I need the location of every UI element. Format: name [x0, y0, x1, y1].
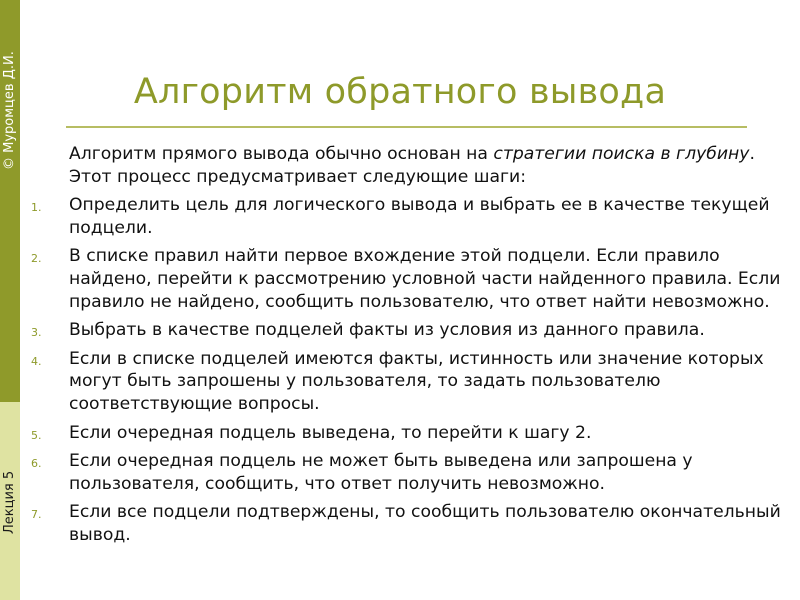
- step-item: [0, 245, 781, 313]
- slide-title: Алгоритм обратного вывода: [133, 72, 667, 112]
- step-number: 3.: [31, 326, 42, 340]
- steps-list: [0, 194, 800, 546]
- step-text: Выбрать в качестве подцелей факты из условия из данного правила.: [69, 320, 705, 341]
- step-number: 4.: [31, 354, 42, 368]
- step-number: 5.: [31, 428, 42, 442]
- step-text: Если очередная подцель не может быть выведена или запрошена у пользователя, сообщить, что ответ получить невозможно.: [69, 451, 693, 494]
- step-number: 6.: [31, 457, 42, 471]
- step-item: [0, 450, 781, 495]
- step-item: [0, 194, 781, 239]
- step-text: В списке правил найти первое вхождение этой подцели. Если правило найдено, перейти к рассмотрению условной части найденного правила. Если правило не найдено, сообщить пользователю, что ответ найти невозможно.: [69, 246, 781, 312]
- copyright-label: © Муромцев Д.И.: [2, 51, 17, 170]
- step-text: Если очередная подцель выведена, то перейти к шагу 2.: [69, 422, 592, 443]
- lecture-label: Лекция 5: [2, 470, 17, 534]
- step-number: 2.: [31, 252, 42, 266]
- step-text: Если в списке подцелей имеются факты, истинность или значение которых могут быть запрошены у пользователя, то задать пользователю соответствующие вопросы.: [69, 348, 764, 414]
- intro-text-before: Алгоритм прямого вывода обычно основан на: [69, 144, 494, 164]
- slide-content: [0, 143, 800, 553]
- title-divider: [66, 126, 747, 128]
- step-text: Если все подцели подтверждены, то сообщить пользователю окончательный вывод.: [69, 502, 781, 545]
- step-item: [0, 319, 781, 342]
- step-number: 1.: [31, 201, 42, 215]
- intro-emphasis: стратегии поиска в глубину: [493, 144, 750, 164]
- step-item: [0, 501, 781, 546]
- intro-paragraph: [69, 143, 769, 188]
- step-item: [0, 422, 781, 445]
- step-text: Определить цель для логического вывода и выбрать ее в качестве текущей подцели.: [69, 195, 770, 238]
- intro-text-after: . Этот процесс предусматривает следующие шаги:: [69, 144, 755, 187]
- step-number: 7.: [31, 508, 42, 522]
- step-item: [0, 348, 781, 416]
